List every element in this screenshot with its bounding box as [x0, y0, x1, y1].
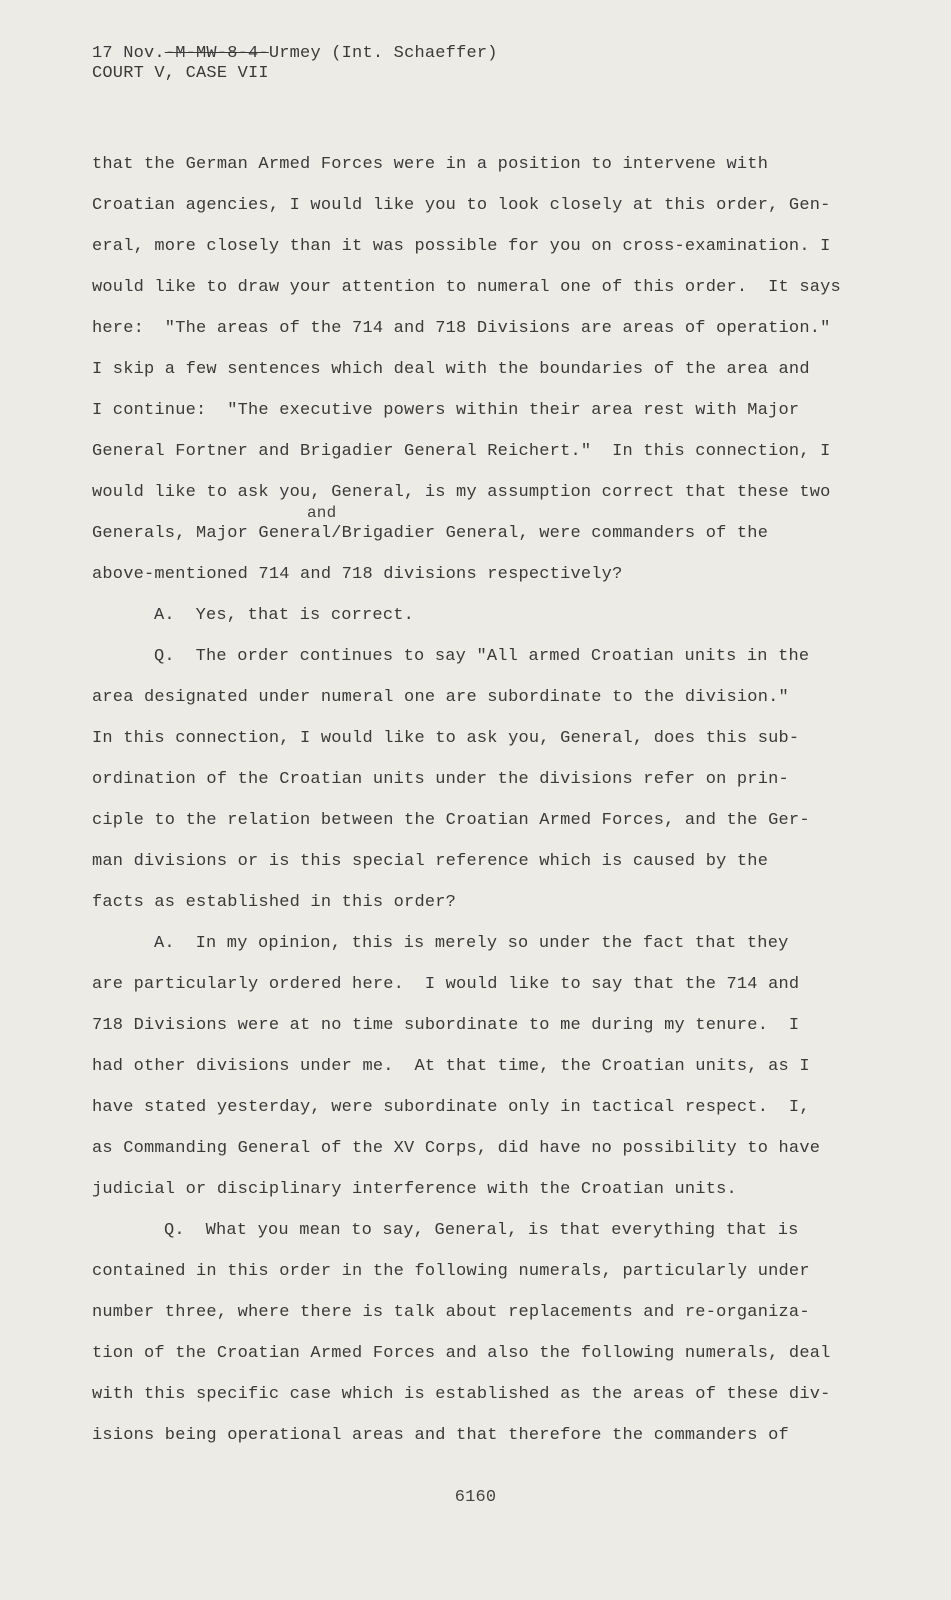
answer-line: A. In my opinion, this is merely so under the fact that they	[154, 934, 789, 953]
text-line: had other divisions under me. At that time, the Croatian units, as I	[92, 1057, 810, 1076]
text-line: that the German Armed Forces were in a position to intervene with	[92, 155, 769, 174]
text-line: judicial or disciplinary interference with the Croatian units.	[92, 1180, 737, 1199]
text-line: number three, where there is talk about replacements and re-organiza-	[92, 1303, 810, 1322]
text-line: Croatian agencies, I would like you to look closely at this order, Gen-	[92, 196, 831, 215]
text-line: are particularly ordered here. I would like to say that the 714 and	[92, 975, 800, 994]
text-line: ciple to the relation between the Croatian Armed Forces, and the Ger-	[92, 811, 810, 830]
text-line: General Fortner and Brigadier General Reichert." In this connection, I	[92, 442, 831, 461]
header-date: 17 Nov.	[92, 44, 165, 63]
text-line: eral, more closely than it was possible for you on cross-examination. I	[92, 237, 831, 256]
text-line: with this specific case which is established as the areas of these div-	[92, 1385, 831, 1404]
text-line: area designated under numeral one are subordinate to the division."	[92, 688, 789, 707]
question-line: Q. The order continues to say "All armed Croatian units in the	[154, 647, 810, 666]
text-line: would like to draw your attention to numeral one of this order. It says	[92, 278, 841, 297]
text-line: would like to ask you, General, is my assumption correct that these two	[92, 483, 831, 502]
question-line: Q. What you mean to say, General, is that everything that is	[164, 1221, 799, 1240]
text-line: Generals, Major General/Brigadier General, were commanders of the	[92, 524, 769, 543]
document-header	[92, 44, 498, 84]
header-line-court: COURT V, CASE VII	[92, 64, 269, 83]
interlinear-insertion: and	[307, 504, 337, 522]
header-struck-code: -M-MW-8-4-	[164, 44, 269, 63]
text-line: 718 Divisions were at no time subordinate to me during my tenure. I	[92, 1016, 800, 1035]
answer-line: A. Yes, that is correct.	[154, 606, 415, 625]
text-line: as Commanding General of the XV Corps, did have no possibility to have	[92, 1139, 821, 1158]
text-line: facts as established in this order?	[92, 893, 457, 912]
text-line: have stated yesterday, were subordinate only in tactical respect. I,	[92, 1098, 810, 1117]
text-line: contained in this order in the following numerals, particularly under	[92, 1262, 810, 1281]
text-line: In this connection, I would like to ask you, General, does this sub-	[92, 729, 800, 748]
text-line: isions being operational areas and that therefore the commanders of	[92, 1426, 789, 1445]
header-speaker: Urmey (Int. Schaeffer)	[268, 44, 498, 63]
text-line: I continue: "The executive powers within their area rest with Major	[92, 401, 800, 420]
text-line: ordination of the Croatian units under the divisions refer on prin-	[92, 770, 789, 789]
text-line: here: "The areas of the 714 and 718 Divisions are areas of operation."	[92, 319, 831, 338]
page-number: 6160	[454, 1488, 497, 1507]
text-line: man divisions or is this special reference which is caused by the	[92, 852, 769, 871]
text-line: tion of the Croatian Armed Forces and also the following numerals, deal	[92, 1344, 831, 1363]
header-line-date	[92, 44, 498, 64]
text-line: above-mentioned 714 and 718 divisions respectively?	[92, 565, 623, 584]
transcript-body	[92, 144, 841, 1456]
text-line: I skip a few sentences which deal with the boundaries of the area and	[92, 360, 810, 379]
